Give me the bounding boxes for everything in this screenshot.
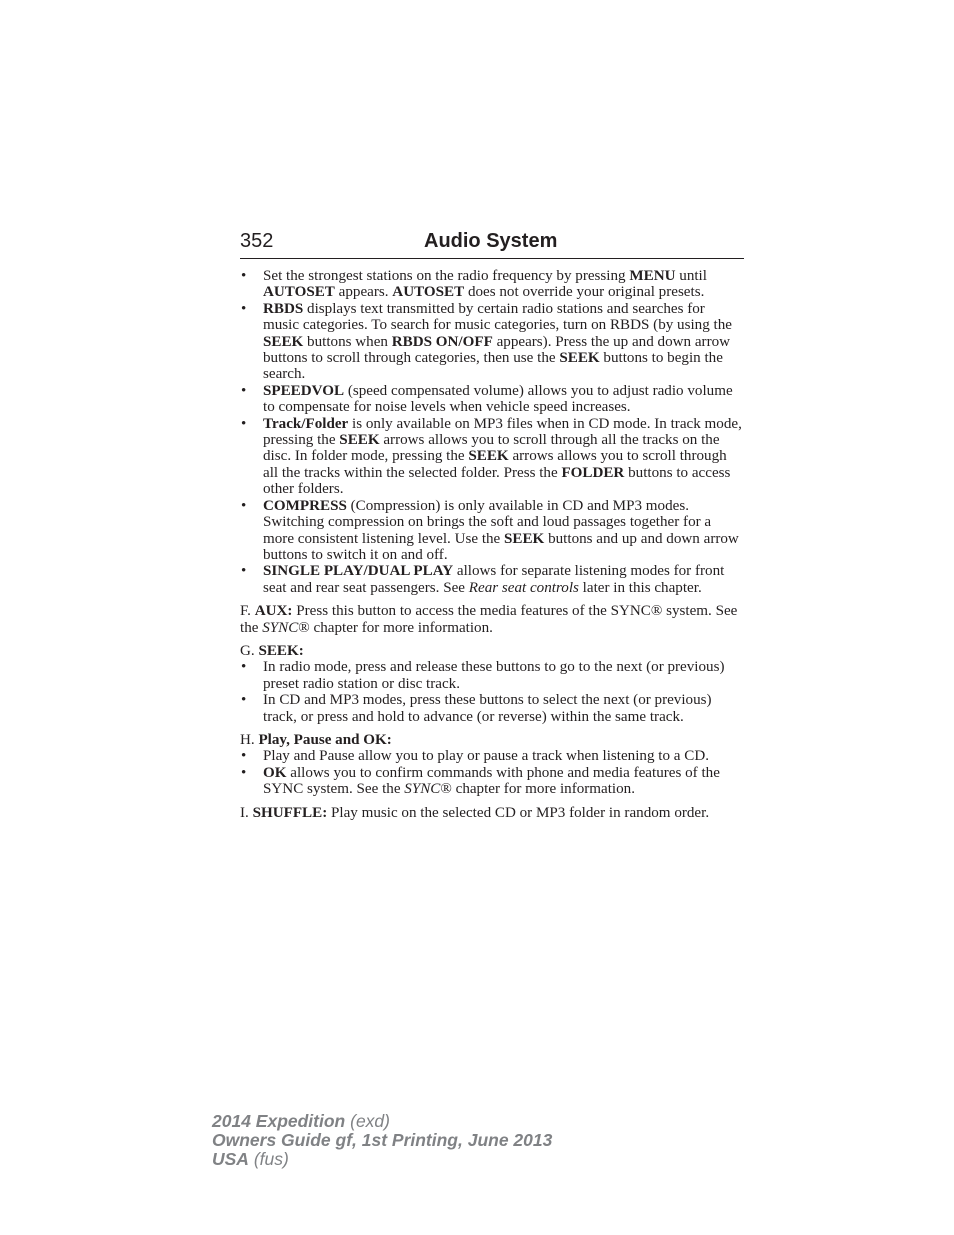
footer-model-line (212, 1112, 552, 1131)
text-run: buttons and up and down arrow buttons to switch it on and off. (263, 530, 739, 563)
text-run: arrows allows you to scroll through all the tracks on the disc. In folder mode, pressing the (263, 432, 720, 465)
bullet-item (240, 748, 744, 764)
bold-term: FOLDER (561, 464, 625, 481)
footer-guide-line (212, 1131, 552, 1150)
bullet-item (240, 659, 744, 692)
footer-guide: Owners Guide gf, 1st Printing, June 2013 (212, 1130, 553, 1151)
bold-term: SEEK (339, 432, 380, 449)
section-h-heading (240, 732, 744, 748)
section-g-heading (240, 643, 744, 659)
bullet-item (240, 301, 744, 383)
italic-reference: SYNC (404, 781, 441, 798)
bold-term: SEEK (263, 333, 304, 350)
page-number: 352 (240, 230, 274, 252)
text-run: Play and Pause allow you to play or pause a track when listening to a CD. (263, 748, 710, 765)
text-run: is only available on MP3 files when in CD mode. In track mode, pressing the (263, 415, 742, 449)
play-pause-bullet-list (240, 748, 744, 797)
section-i-shuffle (240, 805, 744, 821)
footer-market-code: (fus) (253, 1149, 289, 1170)
bullet-item (240, 498, 744, 564)
bold-term: Track/Folder (263, 415, 349, 432)
text-run: In CD and MP3 modes, press these buttons to select the next (or previous) track, or press and hold to advance (or reverse) within the same track. (263, 692, 712, 725)
footer-model-code: (exd) (350, 1111, 390, 1131)
bullet-item (240, 268, 744, 301)
bullet-item (240, 692, 744, 725)
feature-bullet-list (240, 268, 744, 596)
text-run: In radio mode, press and release these buttons to go to the next (or previous) preset radio station or disc track. (263, 659, 725, 692)
bold-term: RBDS (263, 300, 304, 317)
italic-reference: SYNC (262, 619, 299, 636)
text-run: F. (240, 603, 255, 620)
text-run: appears). Press the up and down arrow buttons to scroll through categories, then use the (263, 333, 731, 367)
page-footer (212, 1112, 552, 1170)
text-run: G. (240, 642, 259, 659)
seek-bullet-list (240, 659, 744, 725)
bullet-item (240, 563, 744, 596)
bold-term: AUTOSET (263, 284, 335, 301)
bold-term: MENU (629, 268, 676, 284)
bullet-item (240, 765, 744, 798)
text-run: buttons when (303, 333, 392, 350)
text-run: Press this button to access the media features of the SYNC® system. See the (240, 603, 738, 636)
text-run: Play music on the selected CD or MP3 folder in random order. (327, 804, 710, 821)
footer-model: 2014 Expedition (212, 1111, 346, 1131)
bold-term: SEEK: (258, 642, 304, 659)
page-header (240, 229, 744, 259)
bold-term: OK (263, 764, 287, 781)
text-run: (speed compensated volume) allows you to adjust radio volume to compensate for noise levels when vehicle speed increases. (263, 382, 733, 416)
text-run: does not override your original presets. (464, 284, 705, 301)
text-run: (Compression) is only available in CD and MP3 modes. Switching compression on brings the soft and loud passages together for a more consistent listening level. Use the (263, 497, 712, 547)
bold-term: SEEK (468, 448, 509, 465)
text-run: I. (240, 804, 253, 821)
section-f-aux (240, 603, 744, 636)
bullet-item (240, 416, 744, 498)
text-run: appears. (334, 284, 393, 301)
text-run: until (675, 268, 707, 284)
bold-term: SPEEDVOL (263, 382, 345, 399)
bold-term: Play, Pause and OK: (258, 731, 392, 748)
footer-market: USA (212, 1149, 249, 1170)
italic-reference: Rear seat controls (468, 579, 579, 596)
text-run: allows for separate listening modes for front seat and rear seat passengers. See (263, 563, 725, 596)
text-run: buttons to begin the search. (263, 350, 723, 383)
bold-term: AUX: (254, 603, 293, 620)
page-body (240, 268, 744, 821)
bold-term: SEEK (559, 350, 600, 367)
text-run: later in this chapter. (578, 579, 702, 596)
page-title: Audio System (424, 230, 558, 252)
bold-term: SINGLE PLAY/DUAL PLAY (263, 563, 454, 580)
bold-term: AUTOSET (392, 284, 465, 301)
text-run: buttons to access other folders. (263, 464, 731, 498)
bullet-item (240, 383, 744, 416)
text-run: displays text transmitted by certain radio stations and searches for music categories. To search for music categories, turn on RBDS (by using the (263, 300, 732, 334)
bold-term: RBDS ON/OFF (391, 333, 493, 350)
bold-term: COMPRESS (263, 497, 347, 514)
text-run: Set the strongest stations on the radio frequency by pressing (263, 268, 630, 284)
text-run: arrows allows you to scroll through all the tracks within the selected folder. Press the (263, 448, 727, 481)
text-run: allows you to confirm commands with phone and media features of the SYNC system. See the (263, 764, 720, 798)
text-run: H. (240, 731, 259, 748)
text-run: ® chapter for more information. (298, 619, 493, 636)
text-run: ® chapter for more information. (440, 781, 635, 798)
footer-market-line (212, 1150, 552, 1169)
bold-term: SHUFFLE: (252, 804, 328, 821)
bold-term: SEEK (504, 530, 545, 547)
